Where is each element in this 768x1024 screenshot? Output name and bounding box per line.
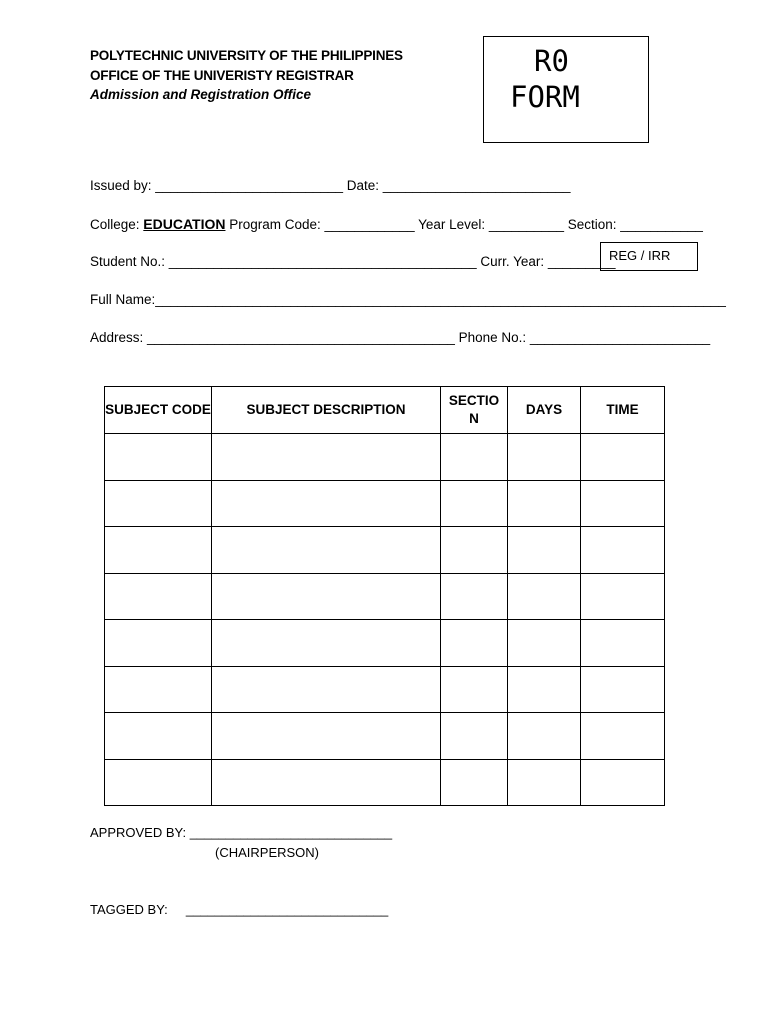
admission-office: Admission and Registration Office (90, 87, 312, 102)
section-cell (441, 620, 508, 667)
time-cell (581, 620, 665, 667)
subject-code-cell (105, 759, 212, 806)
header-days: DAYS (508, 387, 581, 434)
section-cell (441, 713, 508, 760)
table-body (105, 434, 665, 806)
header-time: TIME (581, 387, 665, 434)
section-cell (441, 434, 508, 481)
subject-code-cell (105, 713, 212, 760)
time-cell (581, 573, 665, 620)
subject-description-cell (212, 620, 441, 667)
section-cell (441, 527, 508, 574)
days-cell (508, 480, 581, 527)
days-cell (508, 573, 581, 620)
time-cell (581, 713, 665, 760)
table-row (105, 480, 665, 527)
table-row (105, 527, 665, 574)
student-no-line: Student No.: _________________________________________ Curr. Year: _________ (90, 254, 616, 269)
college-label: College: (90, 217, 144, 232)
subject-code-cell (105, 620, 212, 667)
days-cell (508, 434, 581, 481)
table-row (105, 620, 665, 667)
header-section-line1: SECTIO (448, 393, 500, 408)
subject-code-cell (105, 434, 212, 481)
table-row (105, 434, 665, 481)
header-section (441, 387, 508, 434)
time-cell (581, 480, 665, 527)
section-cell (441, 666, 508, 713)
time-cell (581, 527, 665, 574)
table-header-row (105, 387, 665, 434)
form-title-box (483, 36, 649, 143)
days-cell (508, 527, 581, 574)
subject-code-cell (105, 527, 212, 574)
registrar-office: OFFICE OF THE UNIVERISTY REGISTRAR (90, 67, 354, 83)
time-cell (581, 666, 665, 713)
table-row (105, 759, 665, 806)
time-cell (581, 759, 665, 806)
college-value: EDUCATION (143, 216, 226, 232)
subject-description-cell (212, 434, 441, 481)
subject-description-cell (212, 527, 441, 574)
subject-description-cell (212, 480, 441, 527)
section-cell (441, 573, 508, 620)
full-name-line: Full Name:____________________________________________________________________________ (90, 292, 726, 307)
chairperson-caption: (CHAIRPERSON) (215, 845, 320, 860)
days-cell (508, 759, 581, 806)
subject-description-cell (212, 713, 441, 760)
form-word: FORM (510, 80, 580, 114)
college-program-line (90, 216, 703, 232)
section-cell (441, 480, 508, 527)
subject-code-cell (105, 480, 212, 527)
section-cell (441, 759, 508, 806)
subject-description-cell (212, 666, 441, 713)
days-cell (508, 713, 581, 760)
university-name: POLYTECHNIC UNIVERSITY OF THE PHILIPPINES (90, 48, 403, 63)
program-year-section-fields: Program Code: ____________ Year Level: __________ Section: ___________ (225, 217, 703, 232)
subject-code-cell (105, 573, 212, 620)
subject-description-cell (212, 573, 441, 620)
time-cell (581, 434, 665, 481)
address-phone-line: Address: _________________________________________ Phone No.: ________________________ (90, 330, 711, 345)
days-cell (508, 666, 581, 713)
header-subject-description: SUBJECT DESCRIPTION (212, 387, 441, 434)
table-row (105, 666, 665, 713)
header-section-line2: N (469, 411, 479, 426)
approved-by-line: APPROVED BY: ____________________________ (90, 825, 393, 840)
subject-description-cell (212, 759, 441, 806)
subject-code-cell (105, 666, 212, 713)
table-row (105, 573, 665, 620)
issued-by-date-line: Issued by: _________________________ Date: _________________________ (90, 178, 571, 193)
tagged-by-line: TAGGED BY: ____________________________ (90, 902, 389, 917)
table-row (105, 713, 665, 760)
form-header (90, 46, 403, 105)
subjects-table (104, 386, 665, 806)
reg-irr-box: REG / IRR (600, 242, 698, 271)
header-subject-code: SUBJECT CODE (105, 387, 212, 434)
days-cell (508, 620, 581, 667)
form-code: R0 (534, 44, 569, 78)
